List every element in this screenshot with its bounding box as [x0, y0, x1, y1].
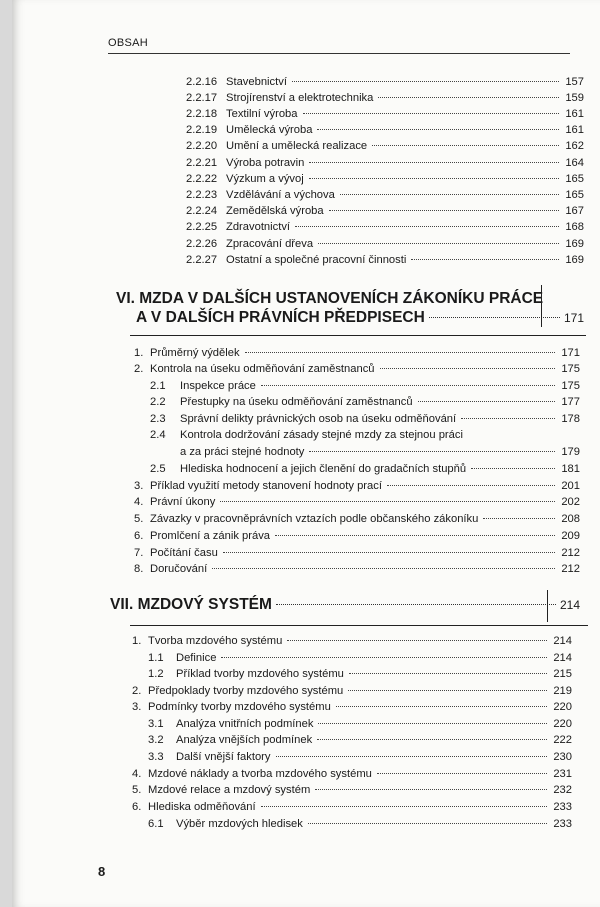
- leader-dots: [292, 81, 559, 82]
- entry-title: a za práci stejné hodnoty: [180, 446, 305, 458]
- entry-page-number: 178: [561, 413, 580, 425]
- toc-entry: [150, 412, 580, 426]
- leader-dots: [295, 226, 559, 227]
- entry-title: Výroba potravin: [226, 157, 305, 169]
- entry-page-number: 165: [565, 189, 584, 201]
- toc-entry: [134, 362, 580, 376]
- entry-page-number: 214: [553, 652, 572, 664]
- entry-title: Umění a umělecká realizace: [226, 140, 368, 152]
- entry-page-number: 161: [565, 124, 584, 136]
- entry-number: 2.2.22: [186, 173, 218, 185]
- leader-dots: [348, 690, 547, 691]
- leader-dots: [309, 178, 559, 179]
- entry-page-number: 220: [553, 718, 572, 730]
- entry-page-number: 162: [565, 140, 584, 152]
- entry-number: 2.: [132, 685, 142, 697]
- toc-entry: [134, 562, 580, 576]
- entry-number: 7.: [134, 547, 144, 559]
- toc-entry: [186, 91, 584, 105]
- entry-title: Ostatní a společné pracovní činnosti: [226, 254, 407, 266]
- entry-title: Hlediska hodnocení a jejich členění do gradačních stupňů: [180, 463, 467, 475]
- entry-page-number: 171: [561, 347, 580, 359]
- toc-entry: [186, 107, 584, 121]
- entry-title: Další vnější faktory: [176, 751, 271, 763]
- entry-page-number: 212: [561, 563, 580, 575]
- toc-entry: [148, 651, 572, 665]
- leader-dots: [377, 773, 547, 774]
- entry-number: 3.: [134, 480, 144, 492]
- entry-title: Kontrola na úseku odměňování zaměstnanců: [150, 363, 375, 375]
- entry-number: 2.2.24: [186, 205, 218, 217]
- entry-title: Definice: [176, 652, 217, 664]
- entry-title: Promlčení a zánik práva: [150, 530, 271, 542]
- entry-page-number: 230: [553, 751, 572, 763]
- entry-title: Výběr mzdových hledisek: [176, 818, 303, 830]
- leader-dots: [318, 723, 547, 724]
- entry-number: 4.: [132, 768, 142, 780]
- toc-entry: [186, 139, 584, 153]
- toc-entry: [186, 75, 584, 89]
- leader-dots: [308, 823, 547, 824]
- leader-dots: [372, 145, 559, 146]
- entry-number: 1.: [134, 347, 144, 359]
- leader-dots: [223, 552, 555, 553]
- entry-number: 1.1: [148, 652, 164, 664]
- entry-number: 5.: [132, 784, 142, 796]
- toc-entry: [186, 237, 584, 251]
- entry-number: 2.4: [150, 429, 166, 441]
- chapter-title-line2: A V DALŠÍCH PRÁVNÍCH PŘEDPISECH: [136, 309, 425, 326]
- leader-dots: [483, 518, 555, 519]
- leader-dots: [245, 352, 555, 353]
- toc-entry: [132, 800, 572, 814]
- toc-entry: [150, 395, 580, 409]
- leader-dots: [212, 568, 555, 569]
- entry-page-number: 233: [553, 818, 572, 830]
- leader-dots: [387, 485, 555, 486]
- entry-page-number: 220: [553, 701, 572, 713]
- entry-number: 3.2: [148, 734, 164, 746]
- entry-number: 3.3: [148, 751, 164, 763]
- toc-entry: [148, 750, 572, 764]
- entry-number: 5.: [134, 513, 144, 525]
- entry-title: Průměrný výdělek: [150, 347, 240, 359]
- toc-entry: [134, 479, 580, 493]
- leader-dots: [261, 385, 555, 386]
- entry-page-number: 177: [561, 396, 580, 408]
- entry-page-number: 181: [561, 463, 580, 475]
- entry-page-number: 167: [565, 205, 584, 217]
- entry-number: 2.3: [150, 413, 166, 425]
- entry-title: Podmínky tvorby mzdového systému: [148, 701, 331, 713]
- leader-dots: [309, 451, 555, 452]
- chapter-rule-horizontal: [130, 335, 586, 336]
- leader-dots: [378, 97, 559, 98]
- toc-entry: [186, 172, 584, 186]
- toc-entry: [134, 495, 580, 509]
- entry-title: Strojírenství a elektrotechnika: [226, 92, 374, 104]
- entry-number: 2.1: [150, 380, 166, 392]
- running-header: OBSAH: [108, 37, 149, 49]
- entry-number: 2.5: [150, 463, 166, 475]
- entry-title: Mzdové náklady a tvorba mzdového systému: [148, 768, 372, 780]
- entry-page-number: 161: [565, 108, 584, 120]
- entry-number: 8.: [134, 563, 144, 575]
- header-rule: [108, 53, 570, 54]
- entry-page-number: 179: [561, 446, 580, 458]
- entry-title: Zemědělská výroba: [226, 205, 324, 217]
- entry-title: Přestupky na úseku odměňování zaměstnanců: [180, 396, 413, 408]
- entry-title: Počítání času: [150, 547, 218, 559]
- leader-dots: [220, 501, 555, 502]
- toc-entry: [150, 379, 580, 393]
- entry-number: 2.2.21: [186, 157, 218, 169]
- entry-number: 2.2: [150, 396, 166, 408]
- entry-title: Stavebnictví: [226, 76, 287, 88]
- leader-dots: [471, 468, 555, 469]
- toc-entry: [186, 188, 584, 202]
- leader-dots: [317, 129, 559, 130]
- leader-dots: [303, 113, 559, 114]
- leader-dots: [275, 535, 555, 536]
- toc-entry: [186, 220, 584, 234]
- leader-dots: [336, 706, 547, 707]
- entry-number: 2.2.16: [186, 76, 218, 88]
- entry-title: Tvorba mzdového systému: [148, 635, 283, 647]
- entry-page-number: 214: [553, 635, 572, 647]
- page-number: 8: [98, 864, 106, 879]
- toc-entry: [132, 684, 572, 698]
- toc-entry: [148, 717, 572, 731]
- entry-number: 2.2.20: [186, 140, 218, 152]
- entry-page-number: 168: [565, 221, 584, 233]
- toc-entry: [132, 634, 572, 648]
- entry-title: Mzdové relace a mzdový systém: [148, 784, 311, 796]
- entry-page-number: 209: [561, 530, 580, 542]
- entry-page-number: 164: [565, 157, 584, 169]
- toc-entry: [150, 428, 580, 442]
- chapter-rule-vertical: [547, 590, 548, 622]
- chapter-title-line1: VI. MZDA V DALŠÍCH USTANOVENÍCH ZÁKONÍKU PRÁCE: [116, 290, 544, 307]
- leader-dots: [349, 673, 547, 674]
- chapter-page-number: 171: [563, 311, 584, 325]
- book-page: [12, 0, 600, 907]
- entry-number: 6.1: [148, 818, 164, 830]
- leader-dots: [340, 194, 559, 195]
- entry-title: Správní delikty právnických osob na úseku odměňování: [180, 413, 457, 425]
- entry-number: 3.1: [148, 718, 164, 730]
- entry-title: Příklad tvorby mzdového systému: [176, 668, 344, 680]
- entry-number: 1.: [132, 635, 142, 647]
- entry-title: Předpoklady tvorby mzdového systému: [148, 685, 344, 697]
- entry-number: 2.2.19: [186, 124, 218, 136]
- entry-page-number: 159: [565, 92, 584, 104]
- leader-dots: [329, 210, 559, 211]
- toc-entry: [186, 204, 584, 218]
- entry-page-number: 215: [553, 668, 572, 680]
- entry-page-number: 232: [553, 784, 572, 796]
- leader-dots: [317, 739, 547, 740]
- leader-dots: [261, 806, 547, 807]
- entry-page-number: 208: [561, 513, 580, 525]
- leader-dots: [318, 243, 559, 244]
- entry-title: Vzdělávání a výchova: [226, 189, 335, 201]
- toc-entry: [150, 445, 580, 459]
- leader-dots: [315, 789, 547, 790]
- leader-dots: [309, 162, 559, 163]
- entry-title: Výzkum a vývoj: [226, 173, 304, 185]
- entry-page-number: 222: [553, 734, 572, 746]
- entry-number: 2.2.18: [186, 108, 218, 120]
- toc-entry: [132, 700, 572, 714]
- toc-entry: [134, 546, 580, 560]
- entry-page-number: 175: [561, 363, 580, 375]
- entry-number: 2.2.25: [186, 221, 218, 233]
- entry-number: 4.: [134, 496, 144, 508]
- entry-number: 2.: [134, 363, 144, 375]
- entry-number: 6.: [132, 801, 142, 813]
- entry-title: Analýza vnitřních podmínek: [176, 718, 314, 730]
- chapter-heading-vi: [116, 289, 584, 328]
- entry-number: 2.2.17: [186, 92, 218, 104]
- toc-entry: [148, 667, 572, 681]
- toc-entry: [186, 253, 584, 267]
- entry-number: 2.2.26: [186, 238, 218, 250]
- leader-dots: [461, 418, 555, 419]
- entry-title: Textilní výroba: [226, 108, 298, 120]
- entry-title: Zpracování dřeva: [226, 238, 314, 250]
- entry-page-number: 233: [553, 801, 572, 813]
- entry-title: Zdravotnictví: [226, 221, 291, 233]
- leader-dots: [287, 640, 547, 641]
- toc-entry: [132, 767, 572, 781]
- toc-entry: [186, 156, 584, 170]
- entry-page-number: 219: [553, 685, 572, 697]
- toc-entry: [186, 123, 584, 137]
- entry-number: 6.: [134, 530, 144, 542]
- entry-title: Inspekce práce: [180, 380, 256, 392]
- entry-number: 1.2: [148, 668, 164, 680]
- leader-dots: [380, 368, 555, 369]
- entry-page-number: 169: [565, 254, 584, 266]
- toc-entry: [134, 346, 580, 360]
- entry-title: Umělecká výroba: [226, 124, 313, 136]
- entry-page-number: 202: [561, 496, 580, 508]
- entry-title: Hlediska odměňování: [148, 801, 256, 813]
- toc-entry: [134, 512, 580, 526]
- entry-number: 2.2.23: [186, 189, 218, 201]
- entry-title: Analýza vnějších podmínek: [176, 734, 313, 746]
- leader-dots: [276, 756, 547, 757]
- entry-page-number: 231: [553, 768, 572, 780]
- chapter-page-number: 214: [559, 598, 580, 612]
- entry-title: Doručování: [150, 563, 208, 575]
- leader-dots: [221, 657, 547, 658]
- entry-title: Příklad využití metody stanovení hodnoty prací: [150, 480, 382, 492]
- entry-page-number: 169: [565, 238, 584, 250]
- toc-entry: [134, 529, 580, 543]
- entry-page-number: 157: [565, 76, 584, 88]
- chapter-title-line1: VII. MZDOVÝ SYSTÉM: [110, 596, 272, 613]
- leader-dots: [276, 604, 556, 605]
- entry-number: 3.: [132, 701, 142, 713]
- leader-dots: [418, 401, 555, 402]
- entry-title: Právní úkony: [150, 496, 216, 508]
- chapter-rule-vertical: [541, 285, 542, 327]
- entry-title: Závazky v pracovněprávních vztazích podle občanského zákoníku: [150, 513, 479, 525]
- chapter-rule-horizontal: [130, 625, 588, 626]
- entry-page-number: 165: [565, 173, 584, 185]
- entry-page-number: 201: [561, 480, 580, 492]
- toc-entry: [150, 462, 580, 476]
- toc-entry: [148, 817, 572, 831]
- entry-page-number: 212: [561, 547, 580, 559]
- chapter-heading-vii: [110, 595, 580, 615]
- entry-number: 2.2.27: [186, 254, 218, 266]
- entry-title: Kontrola dodržování zásady stejné mzdy za stejnou práci: [180, 429, 463, 441]
- leader-dots: [411, 259, 559, 260]
- toc-entry: [132, 783, 572, 797]
- toc-entry: [148, 733, 572, 747]
- entry-page-number: 175: [561, 380, 580, 392]
